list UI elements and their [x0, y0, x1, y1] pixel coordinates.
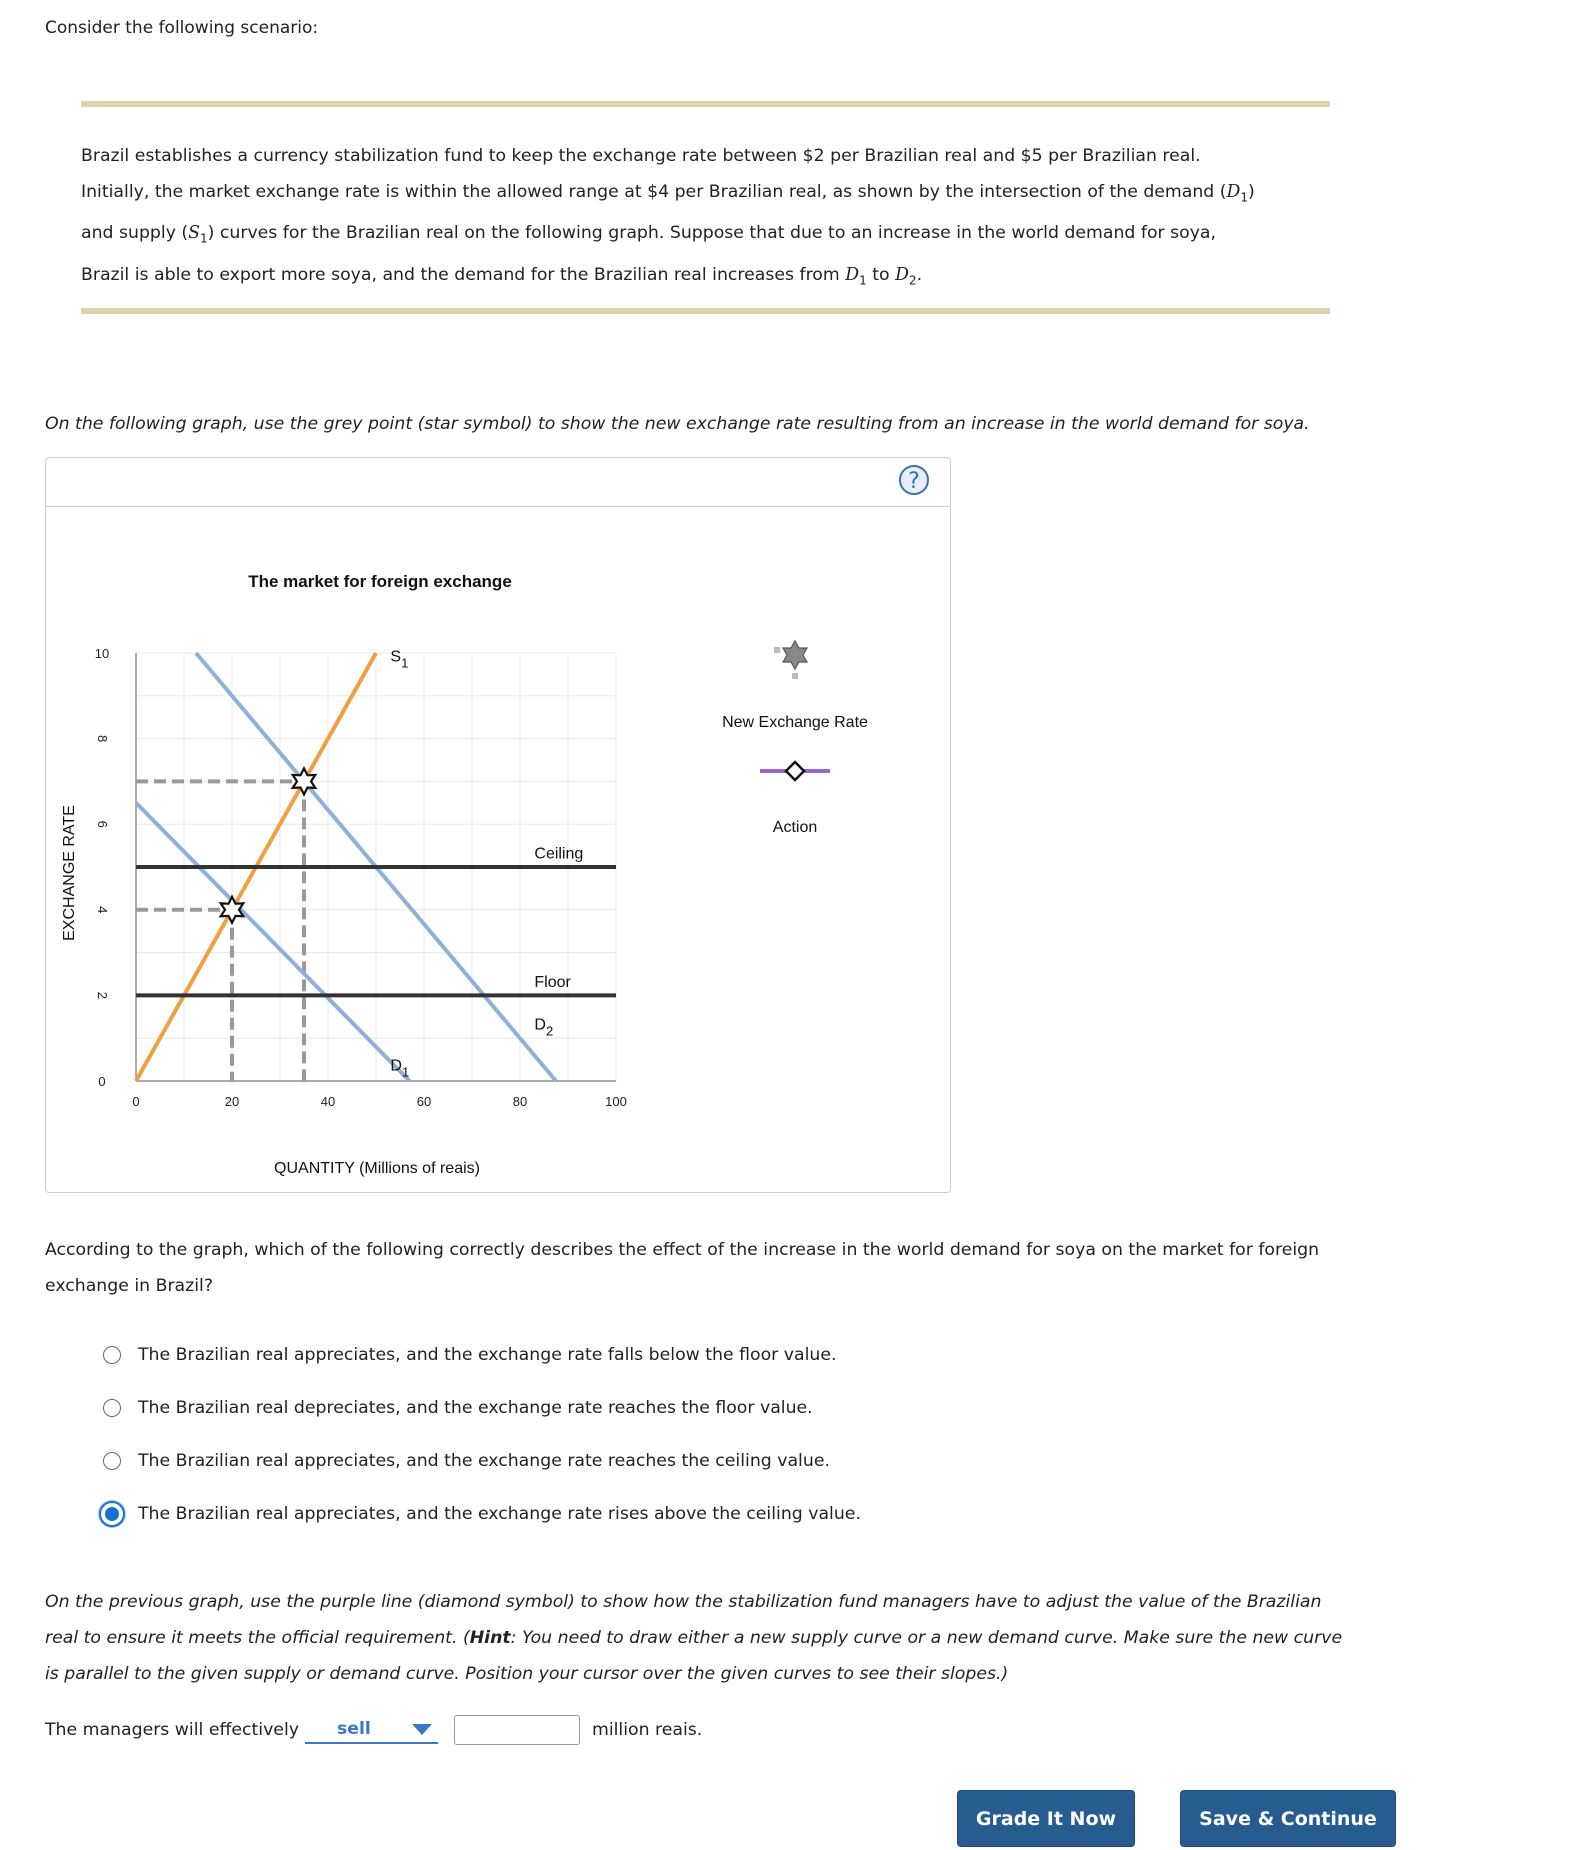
buy-sell-dropdown[interactable]	[305, 1716, 438, 1744]
x-tick-label: 0	[132, 1094, 140, 1109]
x-tick-label: 60	[416, 1094, 432, 1109]
demand-label-d1: $D_1$	[390, 1057, 410, 1080]
action-instruction-line-2: real to ensure it meets the official requirement. (Hint: You need to draw either a new supply curve or a new demand curve. Make sure the new curve	[45, 1628, 1343, 1648]
scenario-line-2: Initially, the market exchange rate is within the allowed range at $4 per Brazilian real, as shown by the intersection of the demand $(D_1)$	[81, 182, 1255, 205]
scenario-line-1: Brazil establishes a currency stabilization fund to keep the exchange rate between $2 per Brazilian real and $5 per Brazilian real.	[81, 146, 1201, 166]
question-line-1: According to the graph, which of the following correctly describes the effect of the increase in the world demand for soya on the market for foreign	[45, 1240, 1320, 1260]
scenario-line-3: and supply $(S_1)$ curves for the Brazilian real on the following graph. Suppose that due to an increase in the world demand for soya,	[81, 223, 1217, 246]
legend-new-rate[interactable]	[722, 641, 868, 731]
demand-curve-d1	[136, 803, 410, 1081]
managers-answer-row	[45, 1715, 702, 1745]
help-icon[interactable]: ?	[899, 465, 929, 495]
answer-suffix: million reais.	[591, 1720, 703, 1740]
radio-button[interactable]	[103, 1346, 121, 1364]
dropdown-value: sell	[336, 1719, 371, 1739]
radio-button-selected[interactable]	[99, 1501, 125, 1527]
x-tick-label: 20	[224, 1094, 240, 1109]
action-instruction-line-3: is parallel to the given supply or demand curve. Position your cursor over the given curves to see their slopes.)	[45, 1664, 1009, 1684]
save-continue-button[interactable]: Save & Continue	[1180, 1790, 1396, 1847]
y-tick-label: 8	[95, 734, 110, 743]
y-axis-label: EXCHANGE RATE	[61, 805, 78, 941]
x-tick-label: 80	[512, 1094, 528, 1109]
chart-curve-labels	[390, 649, 583, 1080]
scenario-text	[81, 138, 1341, 298]
y-tick-label: 4	[95, 906, 110, 914]
y-tick-label: 2	[95, 991, 110, 1000]
floor-label: Floor	[534, 973, 571, 991]
answer-prefix: The managers will effectively	[45, 1720, 299, 1740]
ceiling-label: Ceiling	[534, 845, 584, 863]
x-tick-label: 40	[320, 1094, 336, 1109]
y-tick-label: 6	[95, 820, 110, 828]
answer-options	[104, 1328, 861, 1540]
legend-star-handle-bottom	[792, 673, 798, 679]
x-axis-label: QUANTITY (Millions of reais)	[274, 1160, 480, 1177]
radio-button[interactable]	[103, 1399, 121, 1417]
scenario-top-divider	[81, 101, 1330, 107]
graph-toolbar	[46, 458, 950, 507]
option-2[interactable]: The Brazilian real depreciates, and the exchange rate reaches the floor value.	[104, 1381, 861, 1434]
scenario-line-4: Brazil is able to export more soya, and the demand for the Brazilian real increases from $D_1$ to $D_2$.	[81, 264, 923, 288]
legend-action-label: Action	[772, 819, 818, 836]
grade-it-now-button[interactable]: Grade It Now	[957, 1790, 1135, 1847]
initial-equilibrium-star-point	[221, 897, 244, 923]
legend-star-icon	[783, 641, 807, 669]
action-instruction	[45, 1584, 1465, 1692]
graph-panel	[45, 457, 951, 1193]
radio-button[interactable]	[103, 1452, 121, 1470]
supply-label-s1: $S_1$	[390, 648, 409, 671]
scenario-bottom-divider	[81, 308, 1330, 314]
action-instruction-line-1: On the previous graph, use the purple line (diamond symbol) to show how the stabilization fund managers have to adjust the value of the Brazilian	[45, 1592, 1322, 1612]
y-tick-label: 0	[98, 1074, 106, 1089]
y-tick-label: 10	[94, 646, 110, 661]
chart-ticks	[95, 646, 627, 1109]
question-text	[45, 1232, 1445, 1304]
exchange-market-chart[interactable]	[46, 507, 950, 1191]
x-tick-label: 100	[605, 1094, 627, 1109]
chevron-down-icon[interactable]	[412, 1724, 432, 1735]
legend-star-handle	[774, 647, 780, 653]
option-1[interactable]: The Brazilian real appreciates, and the exchange rate falls below the floor value.	[104, 1328, 861, 1381]
option-3[interactable]: The Brazilian real appreciates, and the exchange rate reaches the ceiling value.	[104, 1434, 861, 1487]
question-line-2: exchange in Brazil?	[45, 1276, 213, 1296]
option-4[interactable]: The Brazilian real appreciates, and the exchange rate rises above the ceiling value.	[104, 1487, 861, 1540]
demand-label-d2: $D_2$	[534, 1016, 554, 1039]
legend-new-rate-label: New Exchange Rate	[722, 714, 868, 731]
chart-title: The market for foreign exchange	[248, 572, 512, 591]
legend-action[interactable]	[760, 762, 830, 836]
graph-instruction: On the following graph, use the grey point (star symbol) to show the new exchange rate resulting from an increase in the world demand for soya.	[45, 414, 1310, 434]
legend-diamond-icon	[786, 762, 804, 780]
quantity-input[interactable]	[454, 1715, 580, 1745]
intro-text: Consider the following scenario:	[45, 18, 319, 38]
